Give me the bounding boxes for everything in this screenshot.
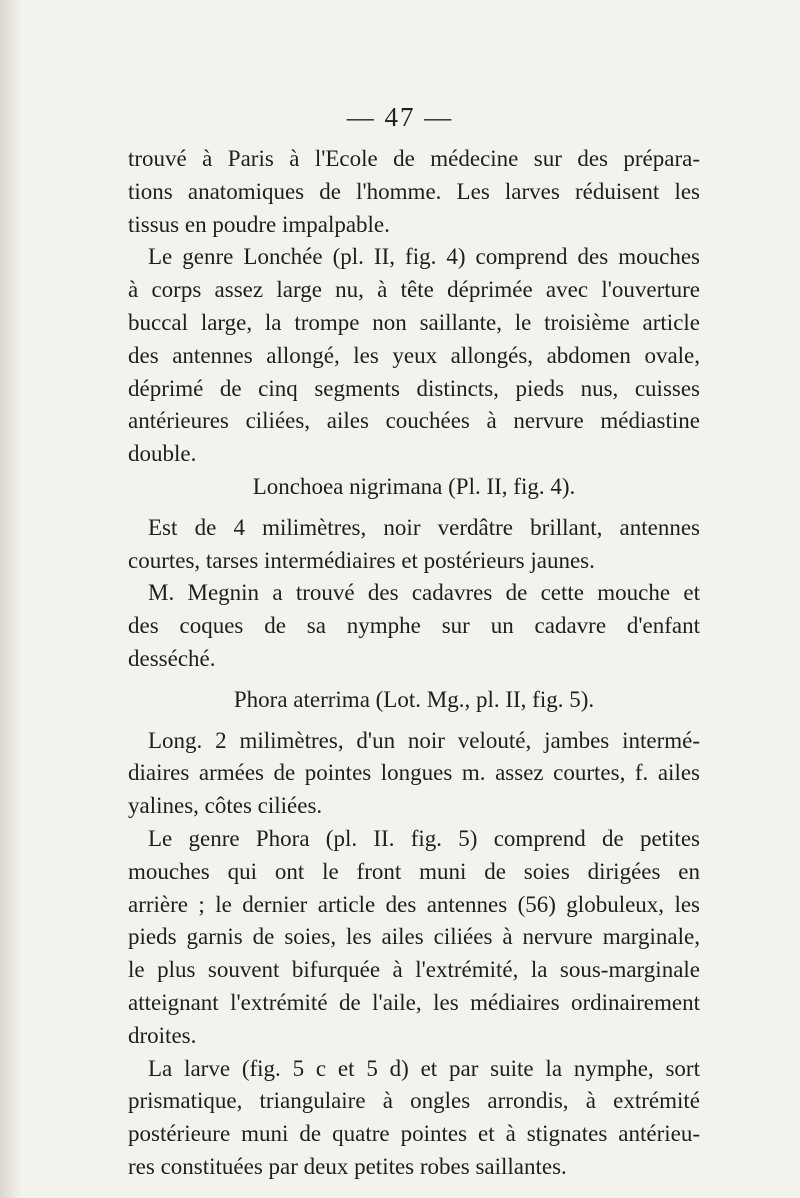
text-line: M. Megnin a trouvé des cadavres de cette mouche et (148, 580, 700, 606)
page-number: — 47 — (346, 102, 454, 132)
binding-shadow (0, 0, 22, 1198)
text-line: tissus en poudre impalpable. (128, 211, 390, 237)
species-heading: Lonchoea nigrimana (Pl. II, fig. 4). (252, 473, 576, 499)
text-line: postérieure muni de quatre pointes et à stignates antérieu- (128, 1121, 700, 1147)
text-line: diaires armées de pointes longues m. assez courtes, f. ailes (128, 760, 700, 786)
text-line: tions anatomiques de l'homme. Les larves réduisent les (128, 178, 700, 204)
text-line: à corps assez large nu, à tête déprimée avec l'ouverture (128, 277, 700, 303)
text-line: des coques de sa nymphe sur un cadavre d'enfant (128, 613, 700, 639)
text-line: Le genre Phora (pl. II. fig. 5) comprend de petites (148, 825, 700, 851)
body-text (128, 143, 700, 1184)
text-line: yalines, côtes ciliées. (128, 793, 323, 819)
text-line: arrière ; le dernier article des antennes (56) globuleux, les (128, 891, 700, 917)
text-line: buccal large, la trompe non saillante, le troisième article (128, 309, 700, 335)
text-line: atteignant l'extrémité de l'aile, les médiaires ordinairement (128, 989, 700, 1015)
text-line: pieds garnis de soies, les ailes ciliées à nervure marginale, (128, 924, 700, 950)
text-line: mouches qui ont le front muni de soies dirigées en (128, 858, 700, 884)
text-line: res constituées par deux petites robes saillantes. (128, 1153, 567, 1179)
text-line: courtes, tarses intermédiaires et postérieurs jaunes. (128, 547, 595, 573)
text-line: double. (128, 441, 197, 467)
text-line: La larve (fig. 5 c et 5 d) et par suite la nymphe, sort (148, 1055, 700, 1081)
text-line: déprimé de cinq segments distincts, pieds nus, cuisses (128, 375, 700, 401)
text-line: le plus souvent bifurquée à l'extrémité, la sous-marginale (128, 957, 700, 983)
text-line: trouvé à Paris à l'Ecole de médecine sur des prépara- (128, 146, 700, 171)
text-line: desséché. (128, 645, 216, 671)
text-line: des antennes allongé, les yeux allongés, abdomen ovale, (128, 342, 700, 368)
text-line: droites. (128, 1022, 197, 1048)
text-line: prismatique, triangulaire à ongles arrondis, à extrémité (128, 1088, 700, 1114)
text-line: Est de 4 milimètres, noir verdâtre brillant, antennes (148, 514, 700, 540)
text-line: Le genre Lonchée (pl. II, fig. 4) comprend des mouches (148, 244, 700, 270)
text-line: antérieures ciliées, ailes couchées à nervure médiastine (128, 408, 700, 434)
text-line: Long. 2 milimètres, d'un noir velouté, jambes intermé- (148, 727, 700, 753)
species-heading: Phora aterrima (Lot. Mg., pl. II, fig. 5). (233, 686, 595, 712)
